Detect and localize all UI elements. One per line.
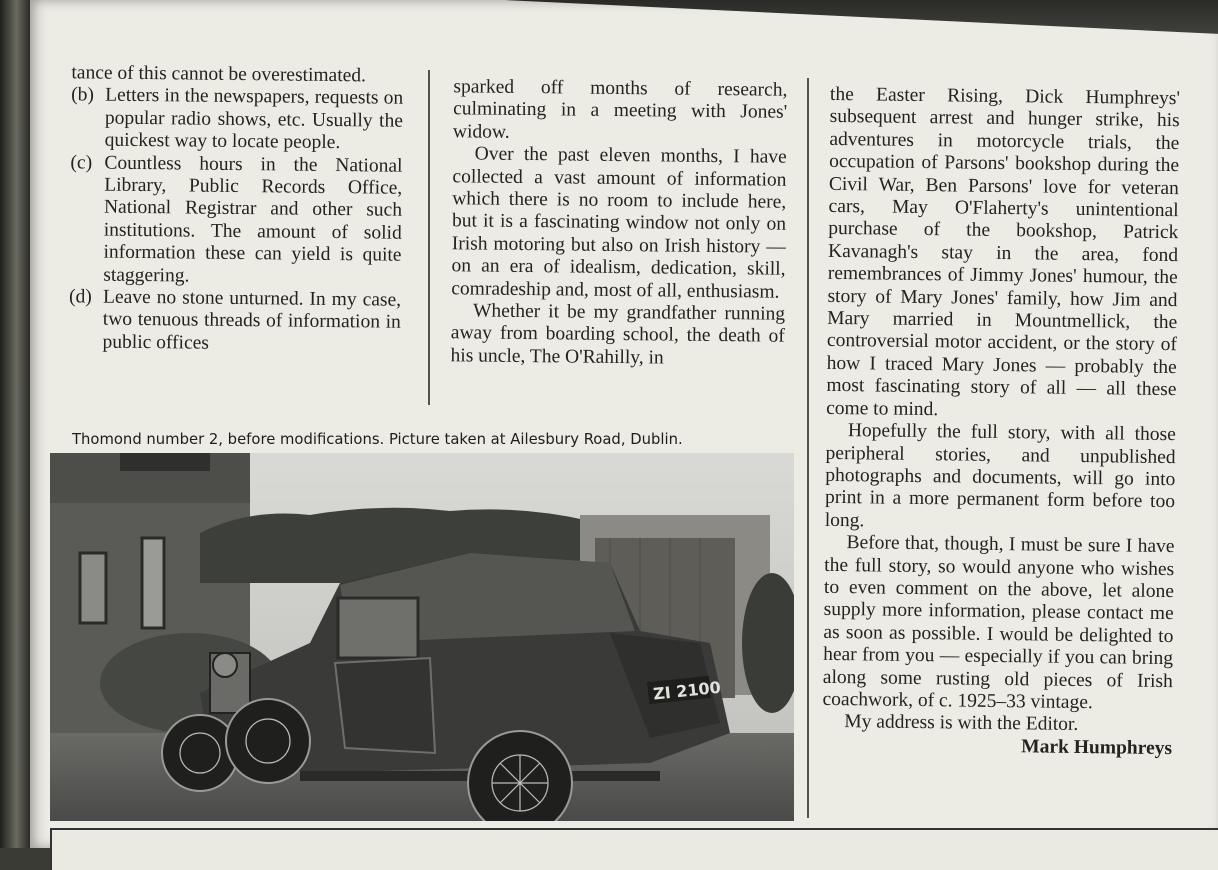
vintage-car-photo: [50, 453, 794, 821]
text-column-1: [68, 62, 403, 357]
list-item-b: [71, 85, 404, 156]
text-column-3: [822, 84, 1180, 760]
paragraph: Hopefully the full story, with all those peripheral stories, and unpublished photographs and documents, will go into print in a more permanent form before too long.: [824, 420, 1176, 532]
list-label: (c): [70, 151, 93, 174]
column-divider: [428, 70, 430, 405]
paragraph: Whether it be my grandfather running away from boarding school, the death of his uncle, The O'Rahilly, in: [450, 300, 786, 369]
list-label: (d): [68, 286, 92, 308]
list-label: (b): [71, 84, 95, 106]
paragraph: tance of this cannot be overestimated.: [71, 62, 367, 87]
paragraph: the Easter Rising, Dick Humphreys' subsequent arrest and hunger strike, his adventures in motorcycle trials, the occupation of Parsons' bookshop during the Civil War, Ben Parsons' love for veteran cars, May O'Flaherty's unintentional purchase of the bookshop, Patrick Kavanagh's stay in the area, fond remembrances of Jimmy Jones' humour, the story of Mary Jones' family, how Jim and Mary married in Mountmellick, the controversial motor accident, or the story of how I traced Mary Jones — probably the most fascinating story of all — all these come to mind.: [826, 83, 1181, 420]
paragraph: sparked off months of research, culminating in a meeting with Jones' widow.: [452, 76, 788, 143]
photo-caption: Thomond number 2, before modifications. Picture taken at Ailesbury Road, Dublin.: [72, 431, 683, 448]
paragraph: Over the past eleven months, I have collected a vast amount of information which there is no room to include here, but it is a fascinating window not only on Irish motoring but also on Irish history — on an era of idealism, dedication, skill, comradeship and, most of all, enthusiasm.: [451, 143, 787, 303]
column-divider: [807, 78, 809, 818]
license-plate: ZI 2100: [652, 677, 722, 704]
paragraph: My address is with the Editor.: [844, 711, 1079, 736]
list-text: Countless hours in the National Library, Public Records Office, National Registrar and other such institutions. The amount of solid information these can yield is quite staggering.: [103, 152, 403, 287]
list-text: Leave no stone unturned. In my case, two tenuous threads of information in public offices: [102, 286, 402, 354]
text-column-2: [450, 76, 787, 371]
paragraph: Before that, though, I must be sure I have the full story, so would anyone who wishes to even comment on the above, let alone supply more information, please contact me as soon as possible. I would be delighted to hear from you — especially if you can bring along some rusting old pieces of Irish coachwork, of c. 1925–33 vintage.: [822, 532, 1175, 714]
list-item-d: [68, 286, 401, 357]
page-gutter: [0, 0, 30, 848]
list-text: Letters in the newspapers, requests on popular radio shows, etc. Usually the quickest way to locate people.: [104, 85, 404, 154]
author-signature: Mark Humphreys: [1021, 736, 1173, 759]
list-item-c: [69, 152, 402, 290]
car-illustration: [50, 453, 794, 821]
next-section-box: [50, 828, 1218, 870]
